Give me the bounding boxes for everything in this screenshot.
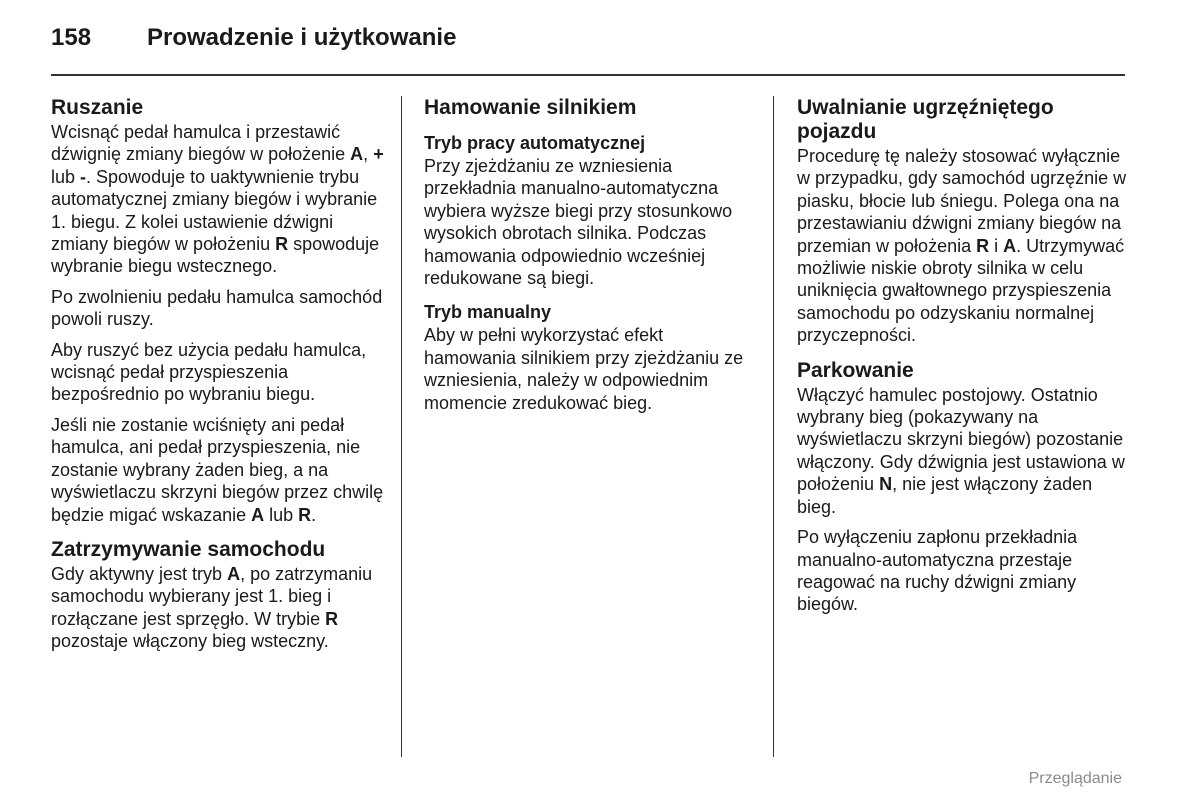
subheading-tryb-manualny: Tryb manualny — [424, 302, 552, 323]
paragraph-parkowanie-1: Włączyć hamulec postojowy. Ostatnio wybrany bieg (pokazywany na wyświetlaczu skrzyni biegów) pozostanie włączony. Gdy dźwignia jest ustawiona w położeniu N, nie jest włączony żaden bieg. — [797, 384, 1125, 517]
paragraph-parkowanie-2: Po wyłączeniu zapłonu przekładnia manualno-automatyczna przestaje reagować na ruchy dźwigni zmiany biegów. — [797, 527, 1078, 615]
section-heading-zatrzymywanie: Zatrzymywanie samochodu — [51, 537, 326, 561]
chapter-title: Prowadzenie i użytkowanie — [147, 24, 457, 51]
paragraph-ruszanie-2: Po zwolnieniu pedału hamulca samochód powoli ruszy. — [51, 286, 383, 330]
section-heading-uwalnianie: Uwalnianie ugrzęźniętego pojazdu — [797, 96, 1054, 143]
subheading-tryb-automatyczny: Tryb pracy automatycznej — [424, 133, 646, 153]
page-header — [51, 24, 456, 58]
paragraph-zatrzymywanie: Gdy aktywny jest tryb A, po zatrzymaniu samochodu wybierany jest 1. bieg i rozłączane jest sprzęgło. W trybie R pozostaje włączony bieg wsteczny. — [51, 563, 373, 652]
paragraph-tryb-manualny: Aby w pełni wykorzystać efekt hamowania silnikiem przy zjeżdżaniu ze wzniesienia, należy w odpowiednim momencie zredukować bieg. — [424, 325, 744, 413]
section-heading-hamowanie: Hamowanie silnikiem — [424, 96, 637, 119]
paragraph-tryb-automatyczny: Przy zjeżdżaniu ze wzniesienia przekładnia manualno-automatyczna wybiera wyższe biegi przy stosunkowo wysokich obrotach silnika. Podczas hamowania odpowiednio wcześniej redukowane są biegi. — [424, 156, 733, 289]
footer-label: Przeglądanie — [1028, 770, 1122, 787]
column-divider-1 — [401, 96, 402, 757]
column-1 — [51, 96, 386, 653]
paragraph-ruszanie-1: Wcisnąć pedał hamulca i przestawić dźwignię zmiany biegów w położenie A, + lub -. Spowoduje to uaktywnienie trybu automatycznej zmiany biegów i wybranie 1. biegu. Z kolei ustawienie dźwigni zmiany biegów w położeniu R spowoduje wybranie biegu wstecznego. — [51, 122, 384, 277]
column-3 — [797, 96, 1132, 616]
section-heading-ruszanie: Ruszanie — [51, 96, 144, 119]
header-divider — [51, 74, 1125, 76]
paragraph-ruszanie-3: Aby ruszyć bez użycia pedału hamulca, wcisnąć pedał przyspieszenia bezpośrednio po wybraniu biegu. — [51, 339, 367, 405]
section-heading-parkowanie: Parkowanie — [797, 358, 914, 382]
paragraph-uwalnianie: Procedurę tę należy stosować wyłącznie w przypadku, gdy samochód ugrzęźnie w piasku, błocie lub śniegu. Polega ona na przestawianiu dźwigni zmiany biegów na przemian w położenia R i A. Utrzymywać możliwie niskie obroty silnika w celu uniknięcia gwałtownego przyspieszenia samochodu po odzyskaniu normalnej przyczepności. — [797, 146, 1127, 346]
page-number: 158 — [51, 24, 92, 51]
column-divider-2 — [773, 96, 774, 757]
column-2 — [424, 96, 759, 414]
paragraph-ruszanie-4: Jeśli nie zostanie wciśnięty ani pedał hamulca, ani pedał przyspieszenia, nie zostanie wybrany żaden bieg, a na wyświetlaczu skrzyni biegów przez chwilę będzie migać wskazanie A lub R. — [51, 414, 384, 525]
